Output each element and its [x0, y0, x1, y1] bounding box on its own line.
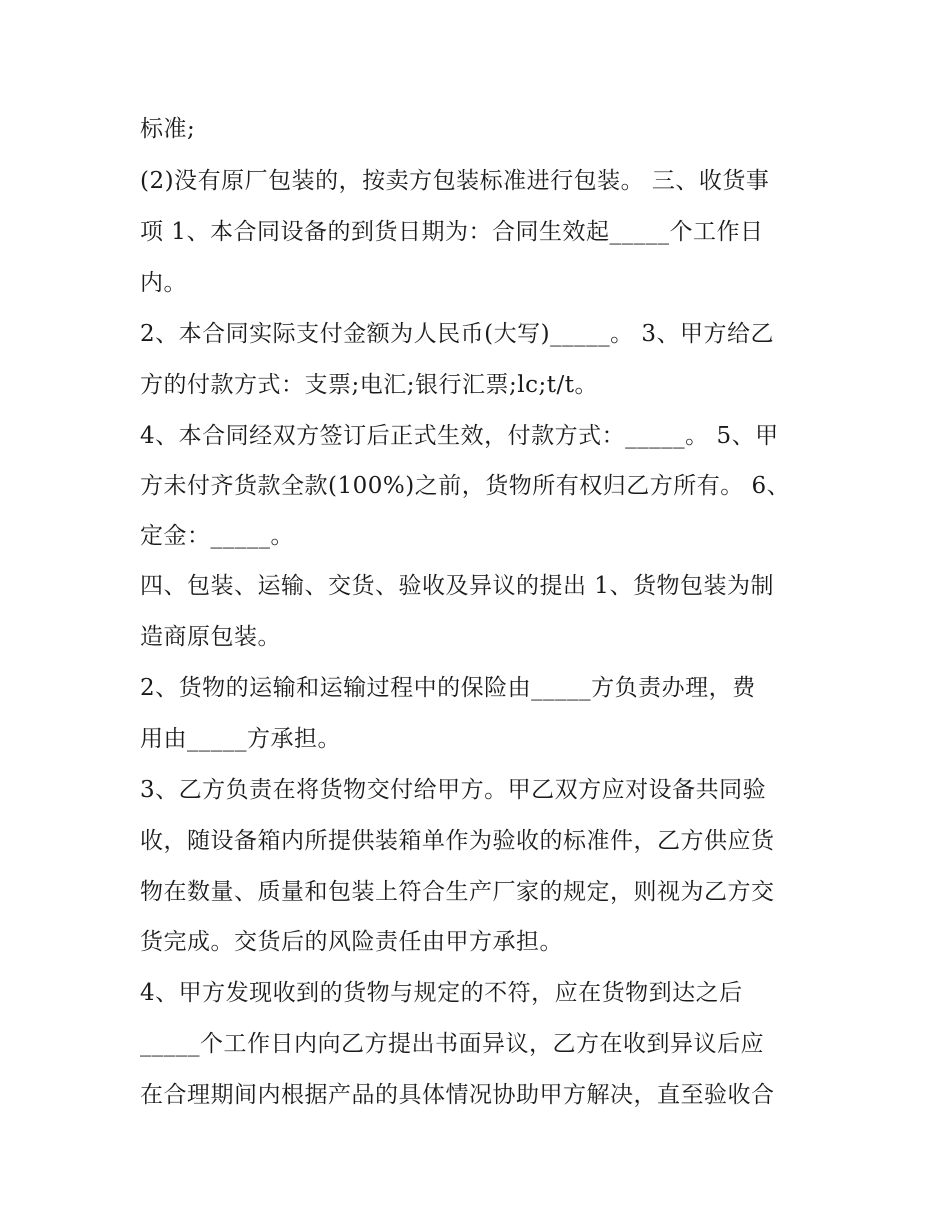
- text-line: 定金：_____。: [140, 523, 294, 549]
- text-line: 4、甲方发现收到的货物与规定的不符，应在货物到达之后: [140, 980, 743, 1006]
- text-line: 收，随设备箱内所提供装箱单作为验收的标准件，乙方供应货: [140, 828, 775, 854]
- text-line: 内。: [140, 270, 187, 296]
- text-line: 在合理期间内根据产品的具体情况协助甲方解决，直至验收合: [140, 1082, 775, 1108]
- text-line: 用由_____方承担。: [140, 726, 341, 752]
- text-line: 方未付齐货款全款(100%)之前，货物所有权归乙方所有。 6、: [140, 473, 791, 499]
- text-line: 物在数量、质量和包装上符合生产厂家的规定，则视为乙方交: [140, 879, 775, 905]
- text-line: 3、乙方负责在将货物交付给甲方。甲乙双方应对设备共同验: [140, 777, 767, 803]
- text-line: 方的付款方式：支票;电汇;银行汇票;lc;t/t。: [140, 372, 598, 398]
- text-line: 2、货物的运输和运输过程中的保险由_____方负责办理，费: [140, 675, 756, 701]
- text-line: 项 1、本合同设备的到货日期为：合同生效起_____个工作日: [140, 219, 764, 245]
- text-line: 造商原包装。: [140, 624, 281, 650]
- text-line: 标准;: [140, 116, 196, 142]
- text-line: (2)没有原厂包装的，按卖方包装标准进行包装。 三、收货事: [140, 168, 770, 194]
- text-line: 4、本合同经双方签订后正式生效，付款方式：_____。 5、甲: [140, 423, 779, 449]
- text-line: _____个工作日内向乙方提出书面异议，乙方在收到异议后应: [140, 1031, 764, 1057]
- text-line: 2、本合同实际支付金额为人民币(大写)_____。 3、甲方给乙: [140, 321, 775, 347]
- text-line: 货完成。交货后的风险责任由甲方承担。: [140, 929, 563, 955]
- text-line: 四、包装、运输、交货、验收及异议的提出 1、货物包装为制: [140, 573, 774, 599]
